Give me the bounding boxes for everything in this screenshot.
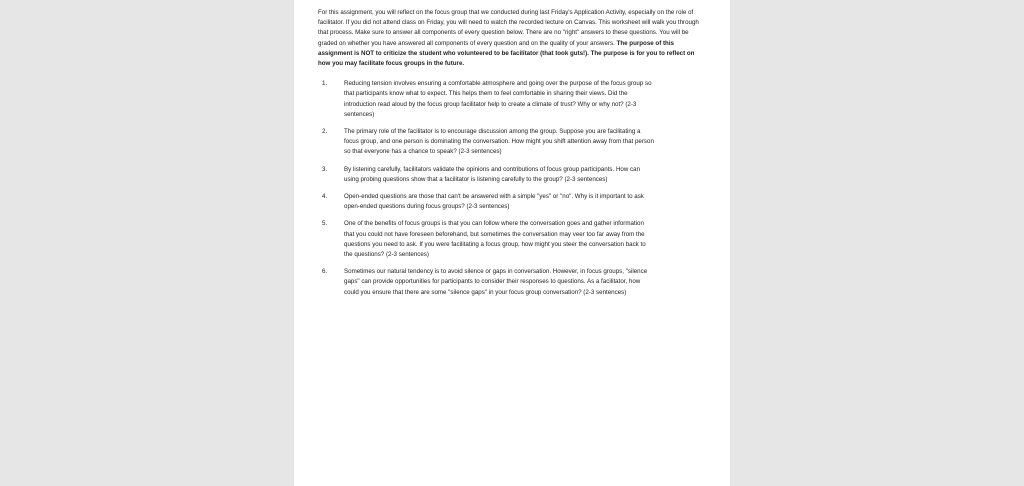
question-text: Sometimes our natural tendency is to avoid silence or gaps in conversation. However, in focus groups, "silence gaps" can provide opportunities for participants to consider their responses to questions. As a facilitator, how could you ensure that there are some "silence gaps" in your focus group conversation? (2-3 sentences)	[344, 268, 648, 296]
question-number: 2.	[322, 128, 328, 136]
question-text: By listening carefully, facilitators validate the opinions and contributions of focus group participants. How can using probing questions show that a facilitator is listening carefully to the group? (2-3 sentences)	[344, 165, 641, 183]
question-text: One of the benefits of focus groups is that you can follow where the conversation goes and gather information that you could not have foreseen beforehand, but sometimes the conversation may veer too far away from the questions you need to ask. If you were facilitating a focus group, how might you steer the conversation back to the questions? (2-3 sentences)	[344, 220, 646, 259]
question-item	[318, 192, 730, 212]
document-page	[294, 0, 730, 486]
question-text: Reducing tension involves ensuring a comfortable atmosphere and going over the purpose of the focus group so that participants know what to expect. This helps them to feel comfortable in sharing their views. Did the introduction read aloud by the focus group facilitator help to create a climate of trust? Why or why not? (2-3 sentences)	[344, 80, 652, 118]
question-number: 4.	[322, 193, 328, 201]
intro-paragraph	[318, 8, 704, 69]
question-item	[318, 267, 730, 298]
question-number: 6.	[322, 268, 328, 276]
question-item	[318, 79, 730, 120]
intro-bold-text: The purpose of this assignment is NOT to criticize the student who volunteered to be facilitator (that took guts!). The purpose is for you to reflect on how you may facilitate focus groups in the future.	[318, 39, 695, 68]
question-item	[318, 127, 730, 158]
question-item	[318, 219, 730, 260]
question-number: 3.	[322, 165, 328, 173]
question-list	[318, 79, 730, 298]
question-number: 1.	[322, 80, 328, 88]
question-text: Open-ended questions are those that can't be answered with a simple "yes" or "no". Why is it important to ask open-ended questions during focus groups? (2-3 sentences)	[344, 193, 644, 211]
question-number: 5.	[322, 220, 328, 228]
question-text: The primary role of the facilitator is to encourage discussion among the group. Suppose you are facilitating a focus group, and one person is dominating the conversation. How might you shift attention away from that person so that everyone has a chance to speak? (2-3 sentences)	[344, 128, 654, 156]
question-item	[318, 165, 730, 185]
intro-text: For this assignment, you will reflect on the focus group that we conducted during last Friday's Application Activity, especially on the role of facilitator. If you did not attend class on Friday, you will need to watch the recorded lecture on Canvas. This worksheet will walk you through that process. Make sure to answer all components of every question below. There are no "right" answers to these questions. You will be graded on whether you have answered all components of every question and on the quality of your answers.	[318, 9, 699, 47]
